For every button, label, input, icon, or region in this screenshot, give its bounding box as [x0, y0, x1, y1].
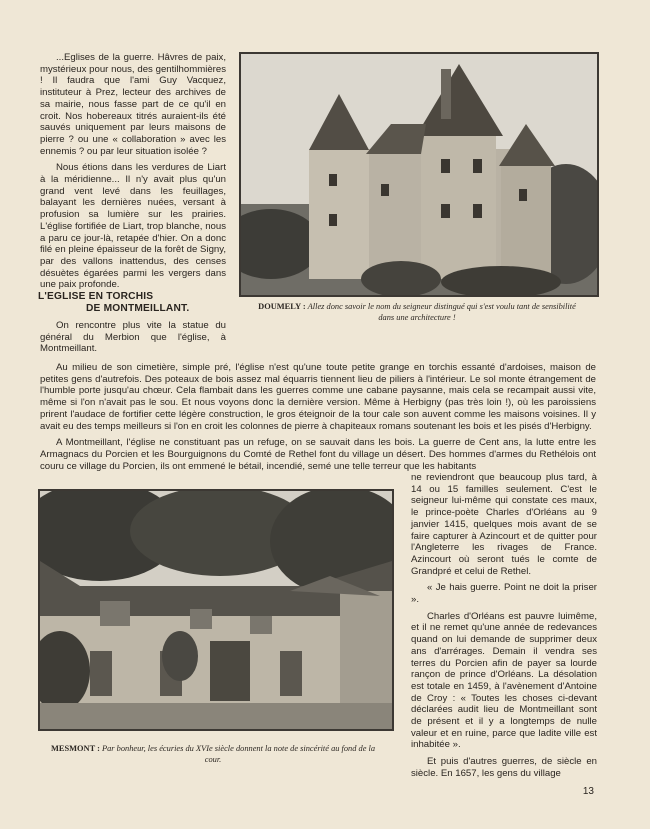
- intro-paragraph-1: ...Eglises de la guerre. Hâvres de paix, mystérieux pour nous, des gentilhommières ! Il faudra que l'ami Guy Vacquez, instituteur à Prez, lecteur des archives de sa mairie, nous fasse part de ce qu'il en croit. Nos hobereaux titrés auraient-ils été sauvés uniquement par leurs maisons de pierre ? ou une « collaboration » avec les ennemis ? ou par leur situation isolée ?: [40, 52, 226, 157]
- mesmont-stables-photo: [38, 489, 394, 731]
- body-paragraph-1: Au milieu de son cimetière, simple pré, l'église n'est qu'une toute petite grange en torchis essanté d'ardoises, maison de petites gens d'autrefois. Des poteaux de bois assez mal équarris tiennent lieu de piliers à l'intérieur. Le sol monte étrangement de l'humble porte jusqu'au chœur. Cela flambait dans les guerres comme une cabane paysanne, mais cela se recampait aussi vite, même si l'on n'avait pas le sou. Et nous voyons donc la dernière version. Même à Herbigny (pas très loin !), où les paroissiens prirent l'audace de fortifier cette légère construction, le gros éteignoir de la tour cale son auvent comme les maisons voisines. Il y avait eu des temps meilleurs si l'on en croit les colonnes de pierre à chapiteaux romans soutenant les bois et les pisés d'Herbigny.: [40, 362, 596, 432]
- mesmont-caption-lead: MESMONT :: [50, 744, 100, 753]
- intro-text: [40, 52, 226, 291]
- intro-paragraph-2: Nous étions dans les verdures de Liart à la méridienne... Il n'y avait plus qu'un grand vent levé dans les feuillages, balayant les dernières nuées, versant à profusion sa lumière sur les prairies. L'église fortifiée de Liart, trop blanche, nous a paru ce jour-là, retapée d'hier. On a donc filé en pleine épaisseur de la forêt de Signy, par des vallons inattendus, des censes désuètes égarées parmi les vergers dans une paix profonde.: [40, 162, 226, 291]
- section-paragraph-1: On rencontre plus vite la statue du général du Merbion que l'église, à Montmeillant.: [40, 320, 226, 355]
- section-intro-text: [40, 320, 226, 355]
- right-paragraph-4: Et puis d'autres guerres, de siècle en siècle. En 1657, les gens du village: [411, 756, 597, 779]
- doumely-castle-photo: [239, 52, 599, 297]
- section-heading-line-2: DE MONTMEILLANT.: [86, 303, 190, 314]
- section-heading-line-1: L'EGLISE EN TORCHIS: [38, 291, 154, 302]
- body-paragraph-2: A Montmeillant, l'église ne constituant pas un refuge, on se sauvait dans les bois. La guerre de Cent ans, la lutte entre les Armagnacs du Porcien et les Bourguignons du Comté de Rethel font du village un désert. Des hommes d'armes du Rethélois ont couru ce village du Porcien, ils ont emmené le bétail, incendié, semé une telle terreur que les habitants: [40, 437, 596, 472]
- doumely-caption: [252, 302, 582, 323]
- right-paragraph-3: Charles d'Orléans est pauvre luimême, et il ne remet qu'une année de redevances quand on lui demande de supprimer deux ans d'arrérages. Demain il vendra ses terres du Porcien afin de payer sa lourde rançon de prince d'Orléans. La désolation est totale en 1459, à l'avènement d'Antoine de Croy : « Toutes les choses ci-devant déclarées audit lieu de Montmeillant sont de présent et il y a longtemps de nulle valeur et en ruine, parce que ladite ville est inhabitée ».: [411, 610, 597, 751]
- doumely-caption-text: Allez donc savoir le nom du seigneur distingué qui s'est voulu tant de sensibilité dans une architecture !: [307, 302, 576, 322]
- right-column-text: [411, 472, 597, 780]
- right-paragraph-1: ne reviendront que beaucoup plus tard, à 14 ou 15 familles seulement. C'est le seigneur lui-même qui constate ces maux, le prince-poète Charles d'Orléans au 9 janvier 1415, quelques mois avant de se faire capturer à Azincourt et de quitter pour l'Angleterre les rivages de France. Azincourt où seront tués le comte de Grandpré et celui de Rethel.: [411, 472, 597, 577]
- mesmont-caption-text: Par bonheur, les écuries du XVIe siècle donnent la note de sincérité au fond de la cour.: [101, 744, 376, 764]
- doumely-caption-lead: DOUMELY :: [258, 302, 306, 311]
- right-paragraph-2: « Je hais guerre. Point ne doit la priser ».: [411, 582, 597, 606]
- section-heading: [38, 291, 228, 315]
- mesmont-caption: [50, 744, 376, 765]
- body-text: [40, 362, 596, 472]
- page-number: 13: [582, 786, 594, 797]
